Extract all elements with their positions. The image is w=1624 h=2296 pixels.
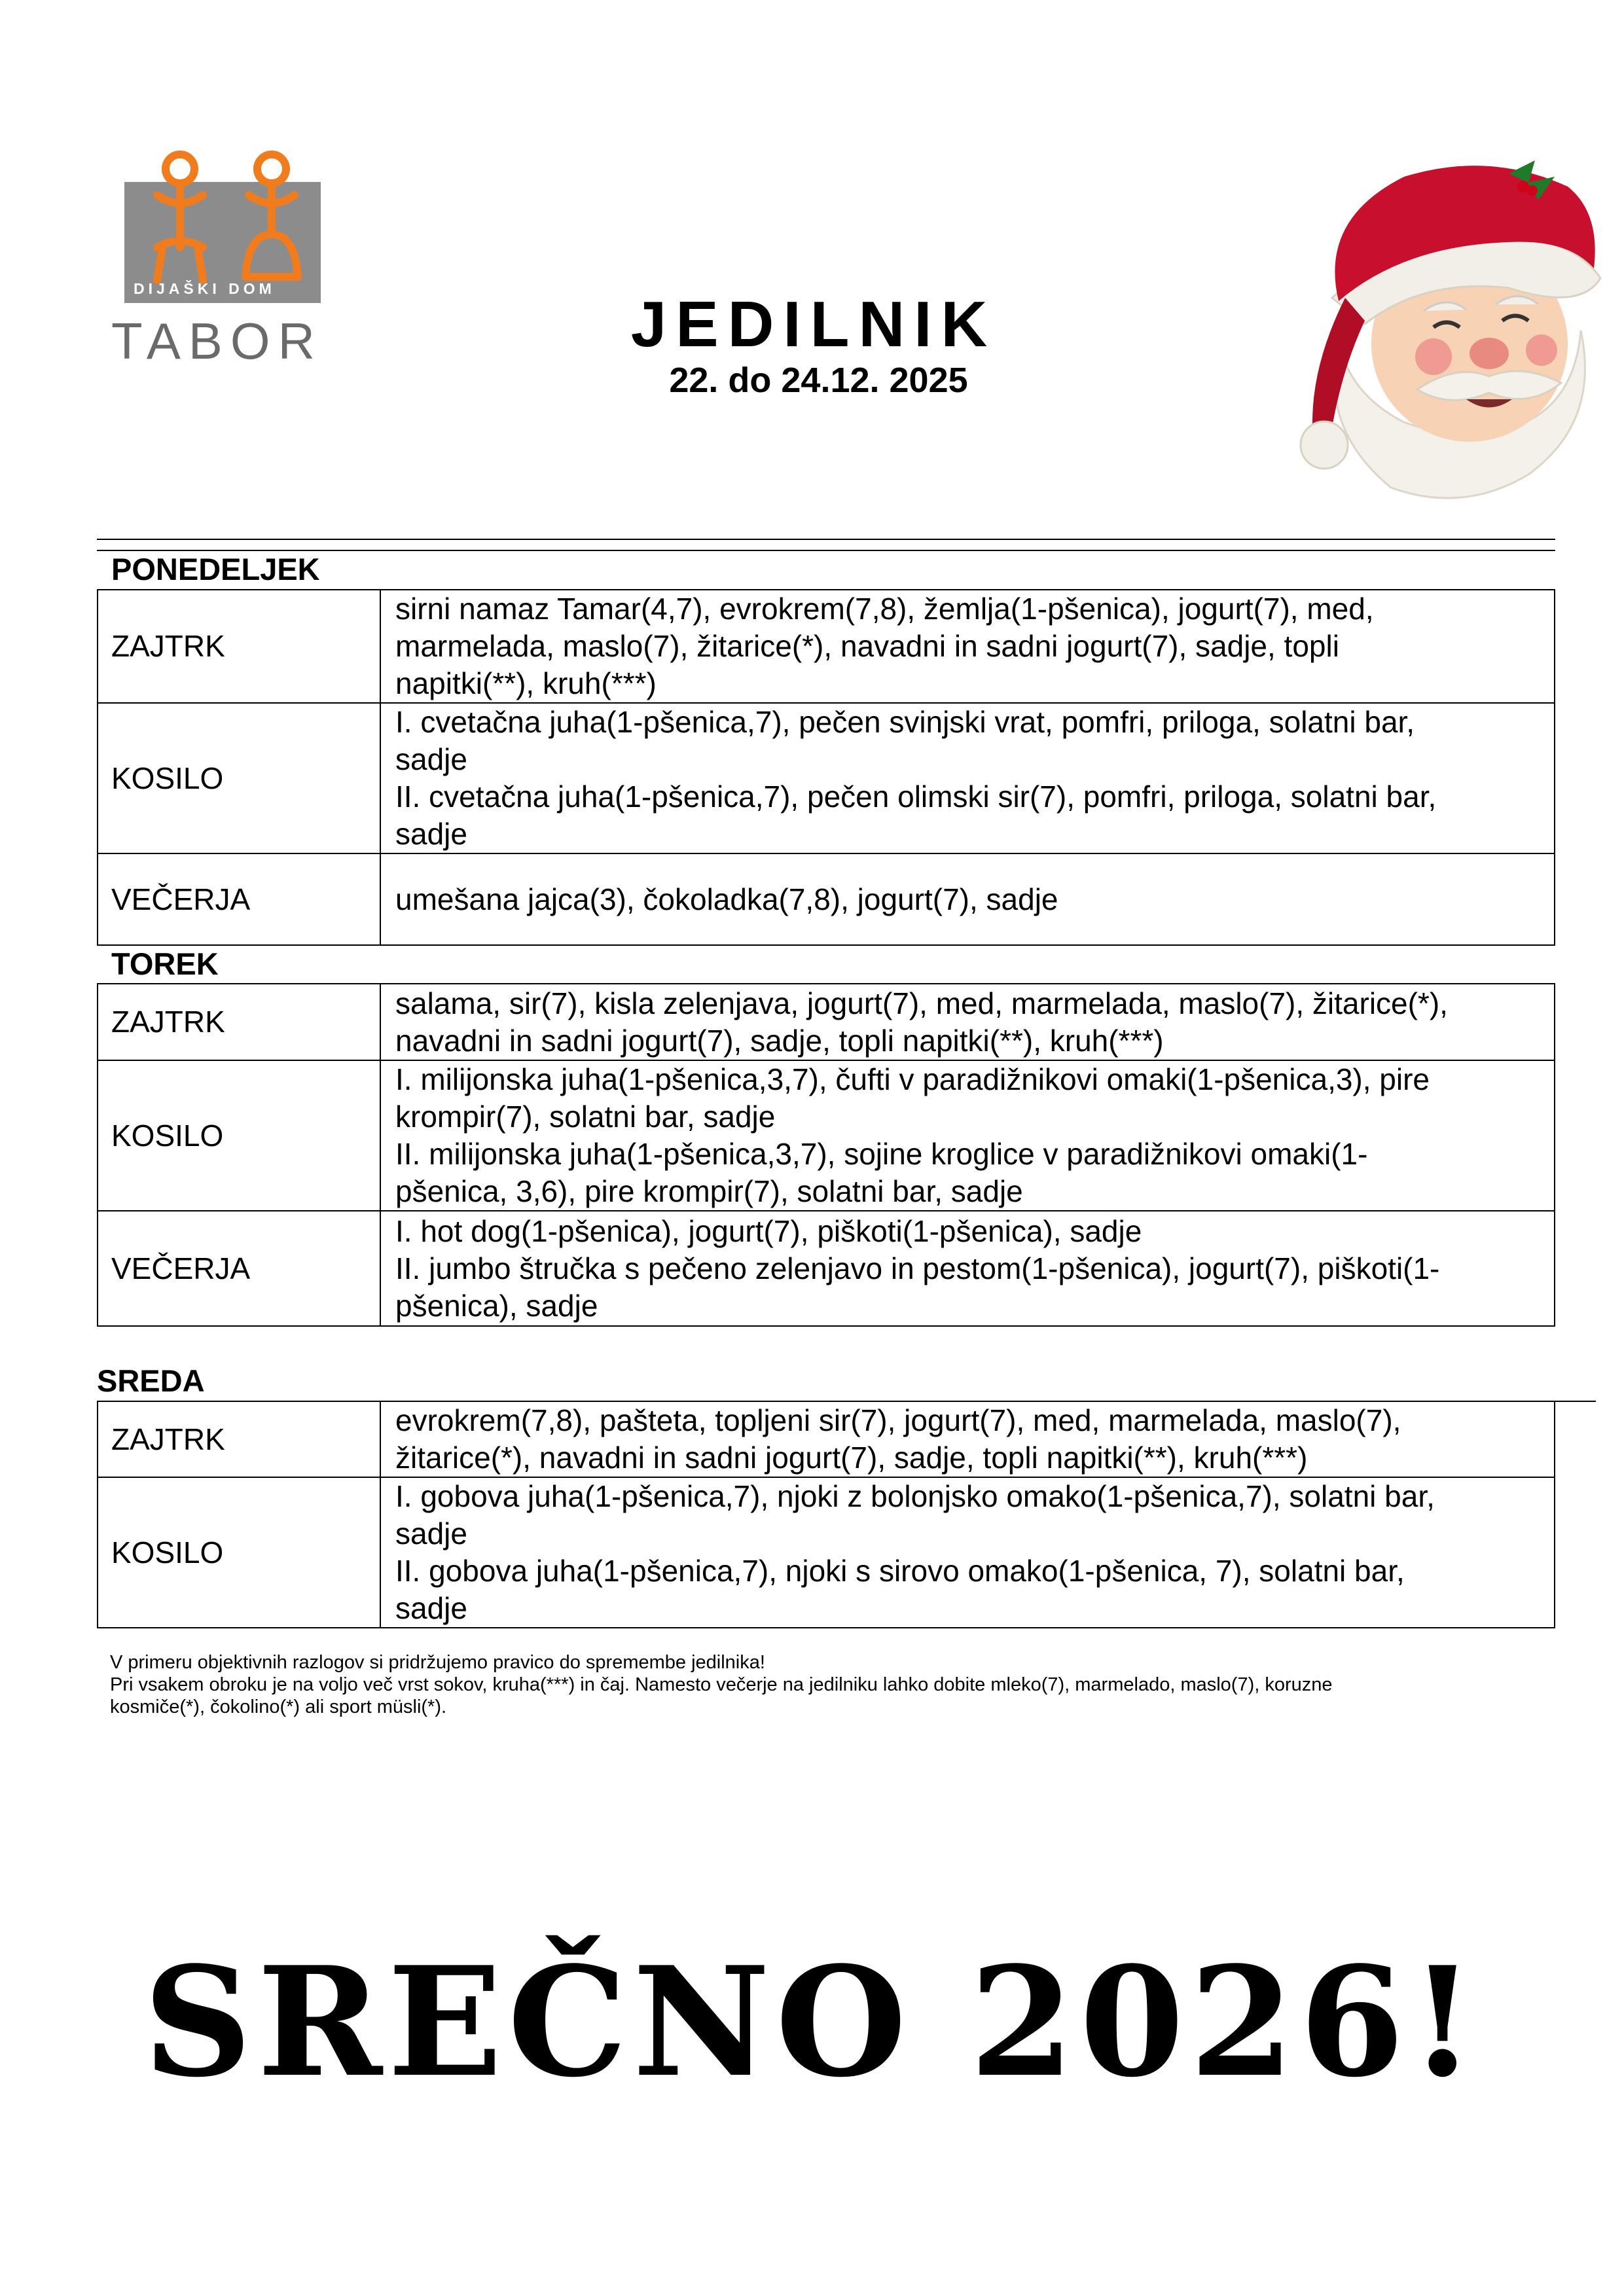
meal-label: KOSILO [98, 703, 380, 853]
dish-line: I. hot dog(1-pšenica), jogurt(7), piškoti(1-pšenica), sadje [395, 1213, 1142, 1248]
meal-dishes [380, 1477, 1555, 1628]
dish-line: navadni in sadni jogurt(7), sadje, topli napitki(**), kruh(***) [395, 1023, 1164, 1058]
menu-dates: 22. do 24.12. 2025 [669, 361, 968, 400]
dish-line: marmelada, maslo(7), žitarice(*), navadni in sadni jogurt(7), sadje, topli [395, 629, 1339, 663]
dish-line: II. cvetačna juha(1-pšenica,7), pečen olimski sir(7), pomfri, priloga, solatni bar, [395, 780, 1437, 814]
dish-line: umešana jajca(3), čokoladka(7,8), jogurt(7), sadje [395, 882, 1058, 916]
meal-label: ZAJTRK [98, 984, 380, 1060]
meal-label: ZAJTRK [98, 590, 380, 703]
dish-line: evrokrem(7,8), pašteta, topljeni sir(7), jogurt(7), med, marmelada, maslo(7), [395, 1403, 1401, 1437]
meal-label: ZAJTRK [98, 1401, 380, 1477]
dish-line: salama, sir(7), kisla zelenjava, jogurt(7), med, marmelada, maslo(7), žitarice(*), [395, 986, 1448, 1020]
table-row [98, 1211, 1555, 1326]
top-rule-2 [97, 550, 1555, 551]
meal-label: KOSILO [98, 1060, 380, 1211]
day-heading-ponedeljek: PONEDELJEK [111, 552, 320, 586]
table-row [98, 703, 1555, 853]
dish-line: pšenica, 3,6), pire krompir(7), solatni bar, sadje [395, 1174, 1023, 1208]
footnote-line: V primeru objektivnih razlogov si pridržujemo pravico do spremembe jedilnika! [110, 1652, 765, 1673]
table-row [98, 853, 1555, 945]
logo-name: TABOR [111, 312, 323, 370]
meal-dishes [380, 1060, 1555, 1211]
dish-line: napitki(**), kruh(***) [395, 666, 657, 700]
dish-line: sadje [395, 1516, 467, 1551]
meal-dishes [380, 1401, 1555, 1477]
page-title: JEDILNIK [630, 288, 997, 360]
table-row [98, 590, 1555, 703]
dish-line: sadje [395, 742, 467, 776]
dish-line: I. gobova juha(1-pšenica,7), njoki z bolonjsko omako(1-pšenica,7), solatni bar, [395, 1479, 1435, 1513]
menu-table-torek [97, 983, 1555, 1327]
footnotes [110, 1651, 1537, 1718]
dish-line: sadje [395, 1591, 467, 1625]
table-row [98, 1477, 1555, 1628]
meal-dishes [380, 1211, 1555, 1326]
meal-label: VEČERJA [98, 853, 380, 945]
top-rule-1 [97, 539, 1555, 540]
table-row [98, 984, 1555, 1060]
dish-line: pšenica), sadje [395, 1288, 598, 1323]
dish-line: I. cvetačna juha(1-pšenica,7), pečen svinjski vrat, pomfri, priloga, solatni bar, [395, 705, 1415, 739]
table-row [98, 1060, 1555, 1211]
dish-line: žitarice(*), navadni in sadni jogurt(7), sadje, topli napitki(**), kruh(***) [395, 1441, 1308, 1475]
footnote-line: Pri vsakem obroku je na voljo več vrst sokov, kruha(***) in čaj. Namesto večerje na jedilniku lahko dobite mleko(7), marmelado, maslo(7), koruzne [110, 1674, 1333, 1695]
menu-table-ponedeljek [97, 589, 1555, 946]
table-row [98, 1401, 1555, 1477]
meal-dishes [380, 984, 1555, 1060]
menu-table-sreda [97, 1401, 1555, 1628]
meal-dishes [380, 703, 1555, 853]
dish-line: II. jumbo štručka s pečeno zelenjavo in pestom(1-pšenica), jogurt(7), piškoti(1- [395, 1251, 1440, 1285]
dish-line: sadje [395, 817, 467, 851]
day-heading-torek: TOREK [111, 946, 219, 981]
meal-label: VEČERJA [98, 1211, 380, 1326]
day-heading-sreda: SREDA [97, 1363, 205, 1398]
dish-line: II. milijonska juha(1-pšenica,3,7), sojine kroglice v paradižnikovi omaki(1- [395, 1137, 1368, 1171]
dish-line: II. gobova juha(1-pšenica,7), njoki s sirovo omako(1-pšenica, 7), solatni bar, [395, 1554, 1405, 1588]
menu-title-block [0, 288, 1624, 401]
meal-label: KOSILO [98, 1477, 380, 1628]
new-year-greeting: SREČNO 2026! [143, 1934, 1481, 2111]
dish-line: I. milijonska juha(1-pšenica,3,7), čufti v paradižnikovi omaki(1-pšenica,3), pire [395, 1062, 1430, 1096]
logo-subtitle: DIJAŠKI DOM [134, 280, 276, 297]
meal-dishes [380, 853, 1555, 945]
dish-line: sirni namaz Tamar(4,7), evrokrem(7,8), žemlja(1-pšenica), jogurt(7), med, [395, 592, 1374, 626]
meal-dishes [380, 590, 1555, 703]
dish-line: krompir(7), solatni bar, sadje [395, 1100, 776, 1134]
footnote-line: kosmiče(*), čokolino(*) ali sport müsli(*). [110, 1696, 447, 1717]
